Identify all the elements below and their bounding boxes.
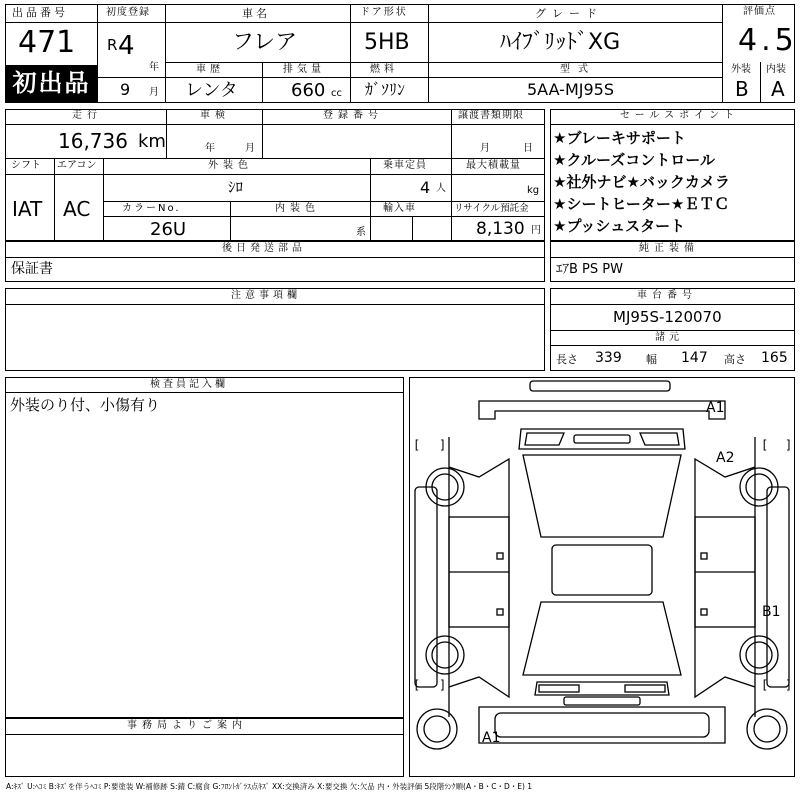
exterior-grade: B	[735, 77, 749, 101]
model-code: 5AA-MJ95S	[527, 80, 614, 99]
plate-label: 登録番号	[323, 110, 383, 121]
svg-text:]: ]	[439, 678, 447, 692]
first-listing-badge: 初出品	[6, 65, 97, 102]
svg-text:]: ]	[439, 438, 447, 452]
car-diagram	[409, 377, 795, 777]
color-no-label: カラーNo.	[122, 203, 181, 214]
recycle-label: リサイクル預託金	[454, 203, 529, 214]
grade: ﾊｲﾌﾞﾘｯﾄﾞXG	[500, 30, 621, 55]
door-type: 5HB	[364, 30, 410, 55]
height-label: 高さ	[724, 353, 746, 366]
shift: IAT	[12, 197, 43, 221]
model-label: 型式	[560, 64, 596, 75]
svg-text:[: [	[761, 438, 769, 452]
import-label: 輸入車	[383, 203, 416, 214]
exterior-label: 外装	[731, 64, 751, 75]
sales-point-2: ★クルーズコントロール	[553, 151, 715, 169]
svg-text:[: [	[761, 678, 769, 692]
color-no: 26U	[150, 219, 187, 240]
displacement-label: 排気量	[283, 64, 325, 75]
history-label: 車歴	[196, 64, 224, 75]
displacement-unit: cc	[331, 88, 342, 99]
fuel: ｶﾞｿﾘﾝ	[365, 80, 406, 99]
shift-label: シフト	[11, 160, 41, 171]
damage-mark-a1-front: A1	[706, 400, 725, 416]
height-value: 165	[761, 350, 788, 366]
recycle-fee: 8,130	[476, 219, 525, 239]
damage-mark-a2: A2	[716, 450, 735, 466]
later-parts-value: 保証書	[11, 261, 53, 277]
capacity-label: 乗車定員	[383, 160, 427, 171]
year-unit: 年	[149, 62, 159, 73]
mileage: 16,736	[58, 129, 128, 153]
chassis-label: 車台番号	[637, 290, 697, 301]
interior-grade: A	[771, 77, 785, 101]
inspector-label: 検査員記入欄	[150, 379, 228, 390]
car-name: フレア	[232, 30, 298, 55]
car-name-label: 車名	[242, 7, 270, 20]
svg-text:]: ]	[785, 678, 793, 692]
displacement: 660	[291, 80, 326, 101]
grade-label: グレード	[535, 7, 603, 20]
first-reg-label: 初度登録	[106, 7, 150, 18]
damage-mark-b1: B1	[762, 604, 781, 620]
doors-label: ドア形状	[360, 7, 408, 18]
sales-points-label: セールスポイント	[620, 110, 740, 121]
inspection-year-unit: 年	[205, 143, 215, 154]
length-label: 長さ	[556, 353, 578, 366]
max-load-label: 最大積載量	[466, 160, 521, 171]
damage-mark-a1-rear: A1	[482, 730, 501, 746]
lot-number: 471	[18, 25, 76, 60]
inspection-month-unit: 月	[245, 143, 255, 154]
fuel-label: 燃料	[370, 64, 398, 75]
later-parts-label: 後日発送部品	[222, 243, 306, 254]
exterior-color: ｼﾛ	[228, 178, 244, 196]
reg-year: 4	[118, 31, 135, 61]
transfer-label: 譲渡書類期限	[458, 110, 524, 121]
exterior-color-label: 外装色	[208, 160, 253, 171]
ac-label: エアコン	[57, 160, 97, 171]
history: レンタ	[185, 80, 238, 101]
capacity: 4	[420, 178, 431, 197]
era: R	[107, 36, 118, 54]
svg-text:]: ]	[785, 438, 793, 452]
length-value: 339	[595, 350, 622, 366]
air-conditioner: AC	[63, 197, 91, 221]
svg-text:[: [	[413, 678, 421, 692]
chassis-number: MJ95S-120070	[613, 308, 722, 326]
sales-point-1: ★ブレーキサポート	[553, 129, 686, 147]
damage-legend: A:ｷｽﾞ U:ﾍｺﾐ B:ｷｽﾞを伴うﾍｺﾐ P:要塗装 W:補修跡 S:錆 C:腐食 G:ﾌﾛﾝﾄｶﾞﾗｽ点ｷｽﾞ XX:交換済み X:要交換 欠:欠品 内・外装評価 5段階ﾗﾝｸ順(A・B・C・D・E) 1	[6, 782, 533, 791]
office-label: 事務局よりご案内	[127, 720, 247, 731]
interior-color-unit: 系	[356, 227, 366, 238]
equipment-label: 純正装備	[639, 243, 699, 254]
dims-label: 諸元	[655, 332, 683, 343]
svg-text:[: [	[413, 438, 421, 452]
inspection-label: 車検	[200, 110, 230, 121]
equipment-value: ｴｱB PS PW	[556, 262, 623, 277]
interior-label: 内装	[766, 64, 786, 75]
width-label: 幅	[646, 353, 657, 366]
lot-no-label: 出品番号	[12, 6, 68, 19]
interior-color-label: 内装色	[275, 203, 320, 214]
mileage-label: 走行	[72, 110, 102, 121]
mileage-unit: km	[138, 131, 166, 152]
notes-label: 注意事項欄	[231, 290, 301, 301]
transfer-month-unit: 月	[480, 143, 490, 154]
capacity-unit: 人	[436, 183, 446, 194]
load-unit: kg	[527, 185, 540, 196]
recycle-unit: 円	[531, 225, 541, 236]
score-label: 評価点	[743, 6, 776, 17]
reg-month: 9	[120, 80, 131, 99]
sales-point-5: ★プッシュスタート	[553, 217, 686, 235]
inspector-panel	[5, 377, 404, 718]
month-unit: 月	[149, 87, 159, 98]
transfer-day-unit: 日	[523, 143, 533, 154]
sales-point-3: ★社外ナビ★バックカメラ	[553, 173, 730, 191]
sales-point-4: ★シートヒーター★ＥＴＣ	[553, 195, 730, 213]
inspector-comment: 外装のり付、小傷有り	[10, 396, 161, 414]
width-value: 147	[681, 350, 708, 366]
score: 4.5	[738, 23, 798, 58]
